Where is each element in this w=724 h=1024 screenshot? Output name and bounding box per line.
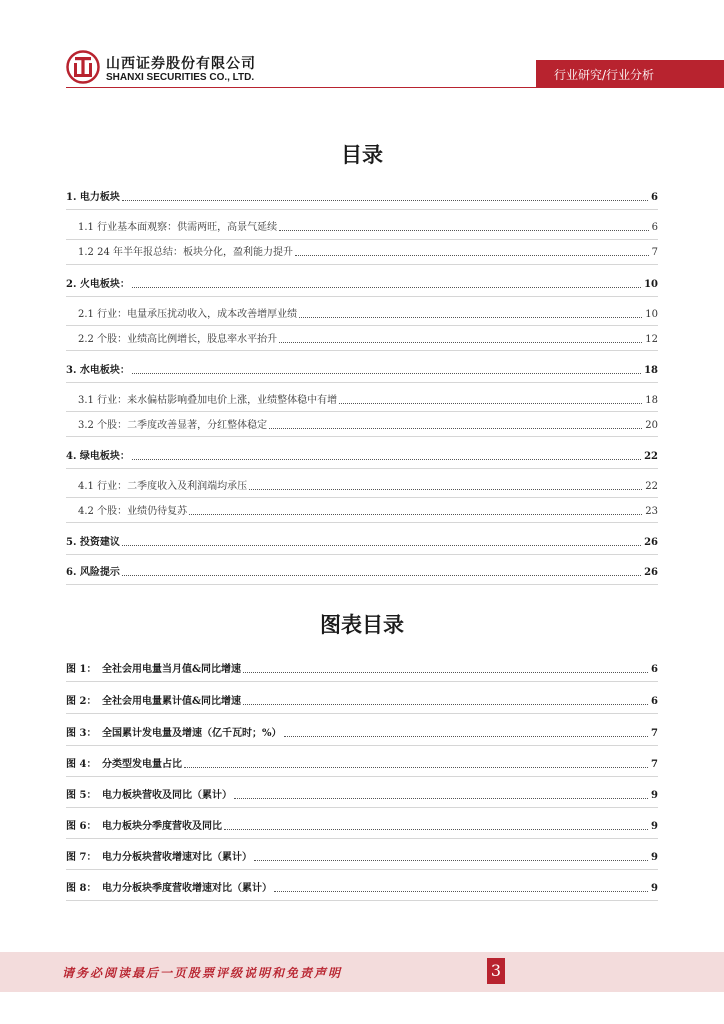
figure-entry-label: 图 4： 分类型发电量占比 xyxy=(66,759,182,770)
toc-separator xyxy=(66,411,658,412)
toc-entry-label: 4.2 个股：业绩仍待复苏 xyxy=(78,506,188,517)
toc-separator xyxy=(66,296,658,297)
figure-entry-7[interactable] xyxy=(66,848,658,864)
shanxi-securities-logo-icon xyxy=(66,50,100,84)
toc-entry-label: 1.2 24 年半年报总结：板块分化，盈利能力提升 xyxy=(78,247,293,258)
figure-entry-label: 图 5： 电力板块营收及同比（累计） xyxy=(66,790,232,801)
figure-number: 图 8： xyxy=(66,883,97,894)
figure-entry-4[interactable] xyxy=(66,755,658,771)
toc-separator xyxy=(66,350,658,351)
figure-entry-page: 9 xyxy=(651,821,658,832)
figure-number: 图 6： xyxy=(66,821,97,832)
toc-title: 目录 xyxy=(341,143,383,167)
toc-entry-label: 2.1 行业：电量承压扰动收入，成本改善增厚业绩 xyxy=(78,309,298,320)
dot-leader xyxy=(122,575,641,576)
toc-separator xyxy=(66,468,658,469)
toc-separator xyxy=(66,522,658,523)
toc-entry-page: 10 xyxy=(645,309,658,320)
figure-number: 图 2： xyxy=(66,696,97,707)
toc-entry-3-1[interactable] xyxy=(78,391,658,407)
toc-separator xyxy=(66,264,658,265)
figure-entry-5[interactable] xyxy=(66,786,658,802)
figure-number: 图 1： xyxy=(66,664,97,675)
toc-entry-page: 12 xyxy=(645,334,658,345)
figure-separator xyxy=(66,869,658,870)
figure-number: 图 5： xyxy=(66,790,97,801)
figure-list-title: 图表目录 xyxy=(320,613,404,637)
dot-leader xyxy=(234,798,648,799)
toc-entry-1[interactable] xyxy=(66,188,658,204)
dot-leader xyxy=(284,736,649,737)
toc-entry-2[interactable] xyxy=(66,275,658,291)
dot-leader xyxy=(224,829,648,830)
figure-entry-label: 图 7： 电力分板块营收增速对比（累计） xyxy=(66,852,252,863)
toc-entry-page: 22 xyxy=(645,481,658,492)
toc-entry-page: 18 xyxy=(645,395,658,406)
figure-separator xyxy=(66,900,658,901)
toc-entry-label: 3. 水电板块： xyxy=(66,365,130,376)
company-name-cn: 山西证券股份有限公司 xyxy=(106,56,256,72)
toc-entry-label: 3.1 行业：来水偏枯影响叠加电价上涨，业绩整体稳中有增 xyxy=(78,395,338,406)
dot-leader xyxy=(189,514,642,515)
toc-entry-page: 22 xyxy=(644,451,658,462)
figure-entry-label: 图 1： 全社会用电量当月值&同比增速 xyxy=(66,664,242,675)
toc-entry-label: 4.1 行业：二季度收入及利润端均承压 xyxy=(78,481,248,492)
toc-entry-label: 4. 绿电板块： xyxy=(66,451,130,462)
toc-entry-5[interactable] xyxy=(66,533,658,549)
toc-entry-page: 7 xyxy=(651,247,658,258)
toc-entry-page: 10 xyxy=(644,279,658,290)
toc-entry-label: 3.2 个股：二季度改善显著，分红整体稳定 xyxy=(78,420,268,431)
page-number: 3 xyxy=(487,958,505,984)
toc-entry-6[interactable] xyxy=(66,563,658,579)
dot-leader xyxy=(122,200,648,201)
toc-entry-page: 18 xyxy=(644,365,658,376)
toc-separator xyxy=(66,584,658,585)
dot-leader xyxy=(243,704,648,705)
figure-entry-1[interactable] xyxy=(66,660,658,676)
toc-entry-label: 2. 火电板块： xyxy=(66,279,130,290)
toc-entry-page: 6 xyxy=(651,192,658,203)
figure-number: 图 4： xyxy=(66,759,97,770)
toc-entry-1-2[interactable] xyxy=(78,243,658,259)
figure-entry-page: 7 xyxy=(651,759,658,770)
header-divider xyxy=(66,87,536,88)
toc-separator xyxy=(66,497,658,498)
toc-entry-page: 23 xyxy=(645,506,658,517)
toc-entry-3[interactable] xyxy=(66,361,658,377)
toc-entry-3-2[interactable] xyxy=(78,416,658,432)
toc-entry-page: 26 xyxy=(644,567,658,578)
toc-separator xyxy=(66,382,658,383)
toc-entry-label: 6. 风险提示 xyxy=(66,567,120,578)
figure-entry-label: 图 3： 全国累计发电量及增速（亿千瓦时；%） xyxy=(66,728,282,739)
toc-separator xyxy=(66,239,658,240)
toc-entry-4[interactable] xyxy=(66,447,658,463)
toc-entry-1-1[interactable] xyxy=(78,218,658,234)
dot-leader xyxy=(269,428,642,429)
figure-separator xyxy=(66,807,658,808)
dot-leader xyxy=(339,403,642,404)
disclaimer-notice: 请务必阅读最后一页股票评级说明和免责声明 xyxy=(62,966,343,980)
toc-entry-label: 1. 电力板块 xyxy=(66,192,120,203)
dot-leader xyxy=(299,317,642,318)
dot-leader xyxy=(254,860,648,861)
figure-number: 图 7： xyxy=(66,852,97,863)
figure-entry-2[interactable] xyxy=(66,692,658,708)
figure-entry-label: 图 2： 全社会用电量累计值&同比增速 xyxy=(66,696,242,707)
toc-entry-4-2[interactable] xyxy=(78,502,658,518)
figure-entry-label: 图 6： 电力板块分季度营收及同比 xyxy=(66,821,222,832)
figure-entry-page: 7 xyxy=(651,728,658,739)
figure-number: 图 3： xyxy=(66,728,97,739)
toc-separator xyxy=(66,325,658,326)
toc-entry-2-2[interactable] xyxy=(78,330,658,346)
toc-entry-label: 2.2 个股：业绩高比例增长，股息率水平抬升 xyxy=(78,334,278,345)
dot-leader xyxy=(279,342,642,343)
figure-entry-8[interactable] xyxy=(66,879,658,895)
toc-separator xyxy=(66,209,658,210)
dot-leader xyxy=(243,672,648,673)
company-name-en: SHANXI SECURITIES CO., LTD. xyxy=(106,72,255,83)
figure-entry-page: 9 xyxy=(651,883,658,894)
toc-entry-label: 5. 投资建议 xyxy=(66,537,120,548)
dot-leader xyxy=(274,891,648,892)
toc-entry-page: 20 xyxy=(645,420,658,431)
dot-leader xyxy=(279,230,649,231)
toc-separator xyxy=(66,554,658,555)
dot-leader xyxy=(295,255,649,256)
figure-separator xyxy=(66,681,658,682)
toc-separator xyxy=(66,436,658,437)
figure-separator xyxy=(66,776,658,777)
toc-entry-page: 26 xyxy=(644,537,658,548)
dot-leader xyxy=(132,373,641,374)
toc-entry-page: 6 xyxy=(651,222,658,233)
figure-entry-page: 9 xyxy=(651,852,658,863)
toc-entry-2-1[interactable] xyxy=(78,305,658,321)
dot-leader xyxy=(184,767,648,768)
figure-entry-label: 图 8： 电力分板块季度营收增速对比（累计） xyxy=(66,883,272,894)
toc-entry-label: 1.1 行业基本面观察：供需两旺，高景气延续 xyxy=(78,222,278,233)
figure-entry-page: 6 xyxy=(651,696,658,707)
toc-entry-4-1[interactable] xyxy=(78,477,658,493)
figure-entry-3[interactable] xyxy=(66,724,658,740)
figure-separator xyxy=(66,745,658,746)
dot-leader xyxy=(132,459,641,460)
figure-separator xyxy=(66,713,658,714)
dot-leader xyxy=(132,287,641,288)
dot-leader xyxy=(122,545,641,546)
dot-leader xyxy=(249,489,642,490)
report-category-tag: 行业研究/行业分析 xyxy=(536,60,724,88)
figure-entry-6[interactable] xyxy=(66,817,658,833)
figure-entry-page: 6 xyxy=(651,664,658,675)
figure-entry-page: 9 xyxy=(651,790,658,801)
figure-separator xyxy=(66,838,658,839)
